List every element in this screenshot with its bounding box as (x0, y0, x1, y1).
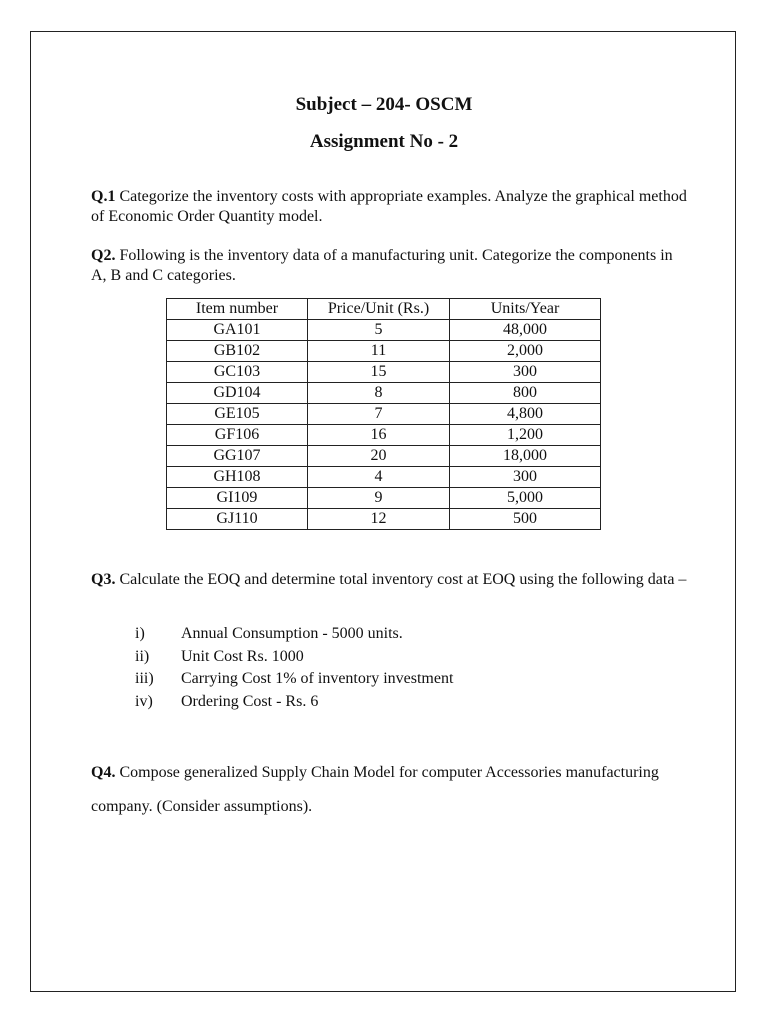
list-item-text: Unit Cost Rs. 1000 (181, 647, 304, 665)
table-cell-price: 8 (308, 383, 450, 404)
table-cell-units: 800 (450, 383, 601, 404)
list-item-text: Ordering Cost - Rs. 6 (181, 693, 319, 711)
table-cell-item: GH108 (167, 467, 308, 488)
table-cell-price: 9 (308, 488, 450, 509)
question-1 (91, 187, 691, 227)
list-item-number: ii) (135, 647, 150, 665)
question-4-label: Q4. (91, 764, 116, 781)
table-cell-item: GB102 (167, 341, 308, 362)
list-item-number: i) (135, 625, 145, 642)
table-cell-item: GG107 (167, 446, 308, 467)
table-row (167, 488, 601, 509)
question-2-label: Q2. (91, 247, 116, 264)
table-row (167, 320, 601, 341)
table-cell-item: GD104 (167, 383, 308, 404)
question-2-text: Following is the inventory data of a manufacturing unit. Categorize the components in A, B and C categories. (91, 247, 673, 284)
question-2 (91, 246, 691, 286)
table-cell-units: 48,000 (450, 320, 601, 341)
table-cell-units: 18,000 (450, 446, 601, 467)
table-row (167, 509, 601, 530)
list-item-number: iii) (135, 670, 154, 688)
question-4 (91, 756, 691, 824)
table-cell-price: 15 (308, 362, 450, 383)
table-row (167, 425, 601, 446)
table-row (167, 467, 601, 488)
table-cell-item: GF106 (167, 425, 308, 446)
table-header-row (167, 299, 601, 320)
question-4-text: Compose generalized Supply Chain Model for computer Accessories manufacturing company. (Consider assumptions). (91, 764, 659, 815)
table-cell-item: GC103 (167, 362, 308, 383)
table-cell-units: 1,200 (450, 425, 601, 446)
column-header-item-number: Item number (167, 299, 308, 320)
list-item-text: Carrying Cost 1% of inventory investment (181, 670, 454, 688)
list-item-text: Annual Consumption - 5000 units. (181, 625, 403, 642)
table-cell-price: 20 (308, 446, 450, 467)
question-3-text: Calculate the EOQ and determine total inventory cost at EOQ using the following data – (115, 571, 687, 588)
table-row (167, 404, 601, 425)
table-row (167, 341, 601, 362)
table-cell-units: 300 (450, 467, 601, 488)
inventory-table (166, 298, 601, 530)
subject-title: Subject – 204- OSCM (295, 94, 473, 115)
table-cell-units: 4,800 (450, 404, 601, 425)
table-cell-units: 500 (450, 509, 601, 530)
table-cell-units: 2,000 (450, 341, 601, 362)
column-header-units-year: Units/Year (450, 299, 601, 320)
table-row (167, 383, 601, 404)
table-cell-item: GI109 (167, 488, 308, 509)
table-cell-units: 300 (450, 362, 601, 383)
column-header-price-unit: Price/Unit (Rs.) (308, 299, 450, 320)
table-cell-item: GE105 (167, 404, 308, 425)
table-cell-item: GJ110 (167, 509, 308, 530)
table-cell-price: 11 (308, 341, 450, 362)
table-row (167, 446, 601, 467)
table-cell-price: 5 (308, 320, 450, 341)
table-row (167, 362, 601, 383)
table-cell-price: 16 (308, 425, 450, 446)
question-1-label: Q.1 (91, 188, 116, 205)
table-cell-price: 12 (308, 509, 450, 530)
list-item-number: iv) (135, 693, 153, 711)
table-cell-units: 5,000 (450, 488, 601, 509)
table-cell-price: 7 (308, 404, 450, 425)
question-1-text: Categorize the inventory costs with appropriate examples. Analyze the graphical method of Economic Order Quantity model. (91, 188, 687, 225)
question-3 (91, 568, 691, 591)
table-cell-price: 4 (308, 467, 450, 488)
question-3-label: Q3. (91, 571, 116, 588)
table-cell-item: GA101 (167, 320, 308, 341)
assignment-title: Assignment No - 2 (309, 131, 459, 152)
